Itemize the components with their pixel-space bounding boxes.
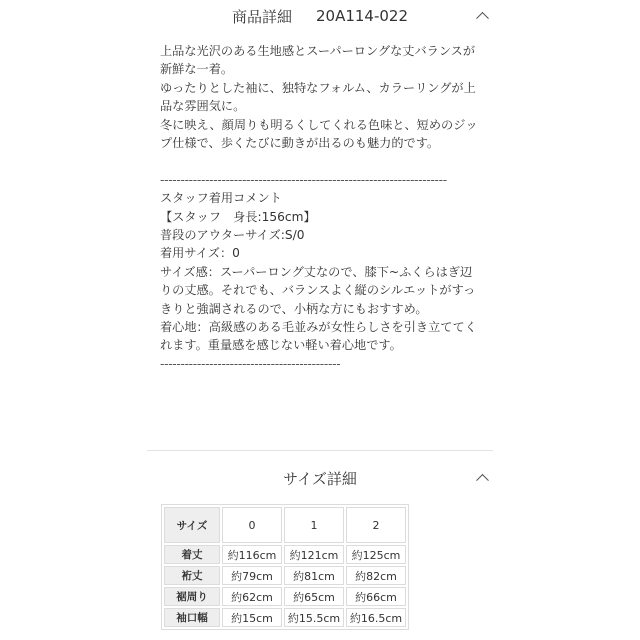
measure-label: 裄丈 xyxy=(164,566,220,585)
staff-height: 【スタッフ 身長:156cm】 xyxy=(160,209,316,224)
measure-label: 着丈 xyxy=(164,545,220,564)
table-cell: 約125cm xyxy=(346,545,406,564)
staff-worn-size: 着用サイズ：0 xyxy=(160,246,240,261)
table-cell: 約65cm xyxy=(284,587,344,606)
measure-label: 袖口幅 xyxy=(164,608,220,627)
table-cell: 約62cm xyxy=(222,587,282,606)
size-corner-label: サイズ xyxy=(164,507,220,543)
table-cell: 約15.5cm xyxy=(284,608,344,627)
table-cell: 約66cm xyxy=(346,587,406,606)
product-details-header[interactable] xyxy=(147,0,493,32)
description-paragraph: 上品な光沢のある生地感とスーパーロングな丈バランスが新鮮な一着。 xyxy=(160,44,476,77)
size-details-title: サイズ詳細 xyxy=(283,469,357,488)
chevron-up-icon[interactable] xyxy=(476,12,489,25)
table-row xyxy=(164,587,406,606)
size-column-header: 2 xyxy=(346,507,406,543)
table-row xyxy=(164,545,406,564)
separator-line: -------------------------------------------- xyxy=(160,356,341,371)
table-header-row xyxy=(164,507,406,543)
staff-comment-heading: スタッフ着用コメント xyxy=(160,191,282,206)
description-paragraph: 冬に映え、顔周りも明るくしてくれる色味と、短めのジップ仕様で、歩くたびに動きが出るのも魅力的です。 xyxy=(160,117,478,151)
staff-usual-size: 普段のアウターサイズ:S/0 xyxy=(160,228,305,243)
table-cell: 約79cm xyxy=(222,566,282,585)
staff-fit-comment: サイズ感：スーパーロング丈なので、膝下~ふくらはぎ辺りの丈感。それでも、バランスよく縦のシルエットがすっきりと強調されるので、小柄な方にもおすすめ。 xyxy=(160,264,476,316)
table-cell: 約16.5cm xyxy=(346,608,406,627)
size-column-header: 0 xyxy=(222,507,282,543)
table-row xyxy=(164,608,406,627)
product-details-title: 商品詳細 xyxy=(231,7,292,26)
table-cell: 約81cm xyxy=(284,566,344,585)
table-cell: 約82cm xyxy=(346,566,406,585)
size-details-header[interactable] xyxy=(147,460,493,496)
product-details-body xyxy=(160,42,480,373)
description-paragraph: ゆったりとした袖に、独特なフォルム、カラーリングが上品な雰囲気に。 xyxy=(160,80,476,114)
size-table xyxy=(161,504,409,630)
section-divider xyxy=(147,450,493,451)
measure-label: 裾周り xyxy=(164,587,220,606)
chevron-up-icon[interactable] xyxy=(476,474,489,487)
product-code: 20A114-022 xyxy=(315,7,409,25)
table-cell: 約121cm xyxy=(284,545,344,564)
staff-comfort-comment: 着心地：高級感のある毛並みが女性らしさを引き立ててくれます。重量感を感じない軽い着心地です。 xyxy=(160,320,477,353)
size-column-header: 1 xyxy=(284,507,344,543)
separator-line: ---------------------------------------------------------------------- xyxy=(160,172,447,187)
table-cell: 約116cm xyxy=(222,545,282,564)
table-row xyxy=(164,566,406,585)
table-cell: 約15cm xyxy=(222,608,282,627)
